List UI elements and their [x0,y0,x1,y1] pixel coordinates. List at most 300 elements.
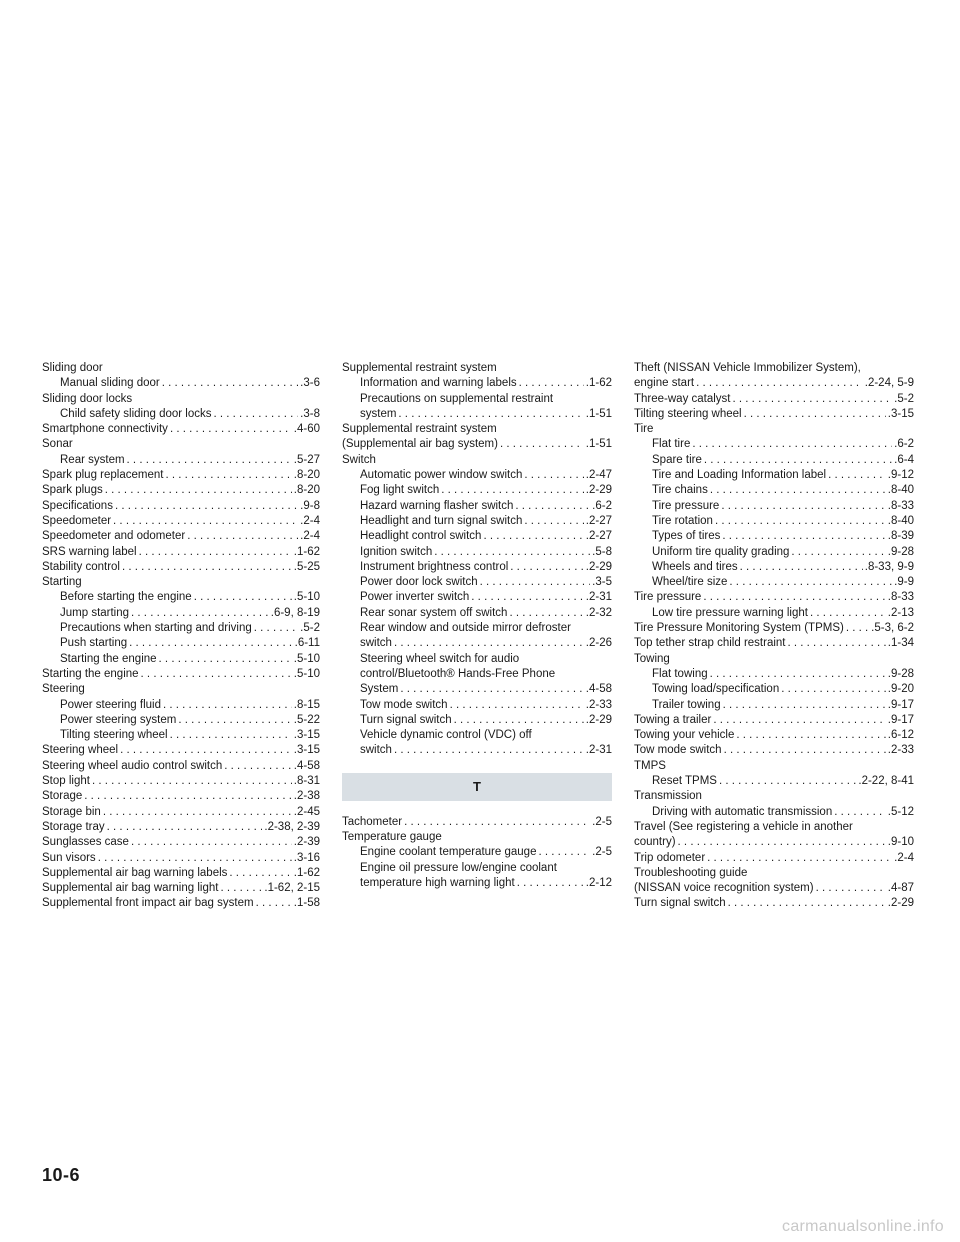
page-reference: .2-29 [585,560,612,573]
dot-leader [256,896,292,911]
entry-text: Hazard warning flasher switch [360,499,514,512]
index-subentry [342,560,612,575]
index-entry [634,713,914,728]
dot-leader [723,698,886,713]
entry-text: Before starting the engine [60,591,192,604]
page-reference: .2-27 [585,514,612,527]
entry-text: Turn signal switch [360,713,452,726]
index-column-2 [342,361,612,891]
index-entry [634,392,914,407]
dot-leader [704,453,892,468]
index-entry [42,805,320,820]
watermark: carmanualsonline.info [782,1218,944,1235]
entry-text: Rear sonar system off switch [360,606,508,619]
index-entry [634,851,914,866]
index-subentry [342,713,612,728]
entry-text: Reset TPMS [652,775,717,788]
entry-text: Spare tire [652,453,702,466]
dot-leader [162,376,298,391]
index-subentry [342,575,612,590]
dot-leader [187,529,298,544]
page-reference: .6-4 [894,453,914,466]
dot-leader [816,881,886,896]
index-subentry [42,652,320,667]
entry-text: Power inverter switch [360,591,470,604]
index-subentry [342,376,612,391]
entry-text: Tow mode switch [360,698,448,711]
dot-leader [721,499,885,514]
dot-leader [722,529,885,544]
entry-text: Transmission [634,790,702,803]
entry-text: control/Bluetooth® Hands-Free Phone [360,667,556,680]
entry-text: Sliding door [42,362,103,374]
page-reference: .8-33, 9-9 [864,560,914,573]
dot-leader [229,866,291,881]
page-reference: .1-62 [585,377,612,390]
entry-text: Tire [634,423,654,436]
page-reference: .6-2 [592,499,612,512]
index-subentry [42,698,320,713]
entry-text: Vehicle dynamic control (VDC) off [360,729,532,742]
entry-text: Headlight control switch [360,530,482,543]
page-reference: .5-22 [293,713,320,726]
dot-leader [84,789,292,804]
dot-leader [254,621,298,636]
index-entry [42,422,320,437]
page-reference: .4-58 [585,683,612,696]
index-subentry [342,698,612,713]
entry-text: Spark plug replacement [42,469,164,482]
entry-text: Uniform tire quality grading [652,545,790,558]
entry-text: Tire Pressure Monitoring System (TPMS) [634,622,844,635]
dot-leader [719,774,856,789]
index-entry [42,667,320,682]
entry-text: Precautions on supplemental restraint [360,392,554,405]
entry-text: Supplemental air bag warning labels [42,866,228,879]
index-entry [634,652,914,667]
entry-text: Headlight and turn signal switch [360,514,523,527]
entry-text: Towing a trailer [634,713,712,726]
page-reference: .8-15 [293,698,320,711]
index-subentry [342,499,612,514]
entry-text: Trip odometer [634,851,706,864]
entry-text: Rear window and outside mirror defroster [360,622,571,635]
entry-text: engine start [634,377,695,390]
page-reference: .1-62 [293,866,320,879]
index-subentry [634,774,914,789]
dot-leader [510,560,583,575]
index-entry [634,759,914,774]
index-entry [342,830,612,845]
page-reference: .3-15 [293,744,320,757]
index-subentry [634,453,914,468]
page-reference: .4-60 [293,423,320,436]
entry-text: Switch [342,453,376,466]
dot-leader [122,560,292,575]
page-reference: .8-40 [887,484,914,497]
page-reference: .8-33 [887,591,914,604]
page-reference: .2-29 [585,484,612,497]
dot-leader [98,851,292,866]
dot-leader [740,560,863,575]
entry-text: Theft (NISSAN Vehicle Immobilizer System), [634,362,861,374]
dot-leader [170,422,292,437]
index-entry [42,545,320,560]
page-reference: .8-20 [293,469,320,482]
page-reference: .5-10 [293,591,320,604]
page-reference: .9-12 [887,469,914,482]
dot-leader [131,606,269,621]
index-subentry [342,483,612,498]
dot-leader [517,876,584,891]
entry-text: Sunglasses case [42,836,129,849]
index-entry [42,851,320,866]
page-reference: .6-9, 8-19 [270,606,320,619]
page-reference: .2-31 [585,591,612,604]
entry-text: Engine oil pressure low/engine coolant [360,861,557,874]
index-entry [634,590,914,605]
page-reference: .5-8 [592,545,612,558]
entry-text: Steering wheel [42,744,119,757]
dot-leader [170,728,292,743]
entry-text: Troubleshooting guide [634,866,748,879]
page-reference: .1-51 [585,438,612,451]
index-entry [42,529,320,544]
index-entry [42,499,320,514]
index-entry [42,896,320,911]
page-reference: .3-16 [293,851,320,864]
index-entry [634,820,914,851]
dot-leader [810,606,886,621]
index-subentry [634,545,914,560]
index-entry [42,774,320,789]
page-reference: .2-22, 8-41 [858,775,914,788]
page-reference: .1-51 [585,407,612,420]
dot-leader [791,545,885,560]
page-reference: .2-13 [887,606,914,619]
entry-text: Low tire pressure warning light [652,606,808,619]
index-entry [42,437,320,452]
page-reference: .2-4 [300,514,320,527]
index-entry [342,361,612,376]
entry-text: Sliding door locks [42,392,133,405]
dot-leader [703,590,885,605]
page-reference: .6-2 [894,438,914,451]
dot-leader [724,743,886,758]
page-reference: .2-24, 5-9 [864,377,914,390]
index-subentry [634,514,914,529]
dot-leader [165,468,291,483]
page-reference: .3-15 [887,407,914,420]
dot-leader [733,392,893,407]
dot-leader [515,499,590,514]
entry-text: Supplemental front impact air bag system [42,897,254,910]
index-subentry [42,407,320,422]
entry-text: Automatic power window switch [360,469,523,482]
dot-leader [696,376,863,391]
index-subentry [42,621,320,636]
dot-leader [115,499,298,514]
dot-leader [828,468,886,483]
entry-text: Towing load/specification [652,683,780,696]
page-reference: .3-15 [293,729,320,742]
index-entry [42,789,320,804]
page-reference: .9-17 [887,698,914,711]
dot-leader [163,698,292,713]
index-entry [634,728,914,743]
dot-leader [788,636,886,651]
dot-leader [710,483,886,498]
entry-text: SRS warning label [42,545,137,558]
entry-text: System [360,683,399,696]
index-entry [42,881,320,896]
page-reference: .2-31 [585,744,612,757]
page-reference: .1-62, 2-15 [264,882,320,895]
entry-text: Push starting [60,637,128,650]
entry-text: Three-way catalyst [634,392,731,405]
page-reference: .8-31 [293,775,320,788]
entry-text: system [360,407,397,420]
page-reference: .6-12 [887,729,914,742]
entry-text: Tow mode switch [634,744,722,757]
entry-text: Starting the engine [60,652,157,665]
page-reference: .3-6 [300,377,320,390]
index-subentry [342,392,612,423]
entry-text: Starting [42,576,82,589]
index-subentry [42,606,320,621]
index-subentry [42,636,320,651]
dot-leader [678,835,886,850]
dot-leader [524,468,583,483]
index-entry [42,759,320,774]
page-reference: .2-33 [585,698,612,711]
entry-text: Temperature gauge [342,831,442,844]
index-entry [42,866,320,881]
index-subentry [42,728,320,743]
page-reference: .9-28 [887,667,914,680]
index-entry [342,422,612,453]
entry-text: switch [360,637,392,650]
index-subentry [342,545,612,560]
index-subentry [42,453,320,468]
index-subentry [342,514,612,529]
page-reference: .4-58 [293,759,320,772]
page-reference: .5-25 [293,560,320,573]
entry-text: Stability control [42,560,120,573]
dot-leader [178,713,291,728]
entry-text: Manual sliding door [60,377,160,390]
dot-leader [127,453,292,468]
page-reference: .2-29 [887,897,914,910]
index-column-1 [42,361,320,912]
entry-text: Towing [634,652,670,665]
entry-text: Speedometer and odometer [42,530,186,543]
entry-text: Power steering system [60,713,177,726]
index-subentry [634,805,914,820]
index-entry [42,820,320,835]
index-subentry [342,529,612,544]
index-entry [42,483,320,498]
dot-leader [434,545,590,560]
dot-leader [729,575,892,590]
entry-text: Sonar [42,438,73,451]
page-reference: .5-10 [293,652,320,665]
index-subentry [342,728,612,759]
page-reference: .2-5 [592,846,612,859]
entry-text: (NISSAN voice recognition system) [634,882,814,895]
dot-leader [715,514,886,529]
dot-leader [450,698,584,713]
entry-text: Steering [42,683,85,696]
index-entry [634,422,914,437]
dot-leader [834,805,886,820]
dot-leader [728,896,886,911]
page-reference: .2-38 [293,790,320,803]
dot-leader [92,774,292,789]
index-entry [634,621,914,636]
dot-leader [394,636,584,651]
index-entry [634,866,914,897]
entry-text: Information and warning labels [360,377,517,390]
dot-leader [441,483,584,498]
index-entry [634,896,914,911]
entry-text: Sun visors [42,851,96,864]
page-reference: .5-2 [300,622,320,635]
dot-leader [141,667,292,682]
page-reference: .5-12 [887,805,914,818]
entry-text: Steering wheel switch for audio [360,652,520,665]
index-subentry [342,652,612,698]
entry-text: Spark plugs [42,484,103,497]
index-entry [342,453,612,468]
index-subentry [634,437,914,452]
dot-leader [509,606,583,621]
entry-text: Ignition switch [360,545,433,558]
dot-leader [131,835,292,850]
index-subentry [42,590,320,605]
dot-leader [129,636,293,651]
entry-text: temperature high warning light [360,876,515,889]
dot-leader [139,545,292,560]
entry-text: Flat towing [652,667,708,680]
index-subentry [42,376,320,391]
entry-text: Steering wheel audio control switch [42,759,223,772]
index-entry [42,560,320,575]
entry-text: Wheel/tire size [652,576,728,589]
index-subentry [634,529,914,544]
page-reference: .1-62 [293,545,320,558]
entry-text: Stop light [42,775,90,788]
dot-leader [500,437,584,452]
index-subentry [342,621,612,652]
dot-leader [483,529,583,544]
page-reference: .5-10 [293,667,320,680]
index-entry [634,743,914,758]
entry-text: Precautions when starting and driving [60,622,252,635]
entry-text: Towing your vehicle [634,729,735,742]
dot-leader [113,514,298,529]
entry-text: Trailer towing [652,698,721,711]
index-entry [42,682,320,697]
dot-leader [220,881,262,896]
dot-leader [524,514,583,529]
dot-leader [538,845,590,860]
entry-text: Tire pressure [634,591,702,604]
entry-text: Tachometer [342,815,403,828]
entry-text: Storage tray [42,820,105,833]
page-reference: .2-39 [293,836,320,849]
dot-leader [744,407,886,422]
dot-leader [471,590,583,605]
dot-leader [707,851,892,866]
dot-leader [480,575,591,590]
page-reference: .5-3, 6-2 [871,622,914,635]
page-reference: .2-5 [592,815,612,828]
entry-text: Smartphone connectivity [42,423,168,436]
dot-leader [713,713,885,728]
index-entry [342,815,612,830]
page-reference: .2-26 [585,637,612,650]
entry-text: Fog light switch [360,484,440,497]
index-entry [634,636,914,651]
page-reference: .8-39 [887,530,914,543]
page-reference: .9-17 [887,713,914,726]
entry-text: Supplemental air bag warning light [42,882,219,895]
dot-leader [120,743,292,758]
index-entry [42,392,320,407]
page-reference: .4-87 [887,882,914,895]
dot-leader [394,743,584,758]
page-reference: .8-20 [293,484,320,497]
entry-text: Flat tire [652,438,691,451]
index-entry [42,743,320,758]
page-reference: .2-45 [293,805,320,818]
entry-text: Tilting steering wheel [634,407,742,420]
index-subentry [342,606,612,621]
index-entry [634,789,914,804]
dot-leader [224,759,292,774]
dot-leader [214,407,299,422]
dot-leader [400,682,583,697]
index-subentry [342,845,612,860]
entry-text: Types of tires [652,530,721,543]
page-reference: .9-8 [300,499,320,512]
dot-leader [781,682,886,697]
page-reference: .2-27 [585,530,612,543]
index-subentry [634,560,914,575]
entry-text: Starting the engine [42,667,139,680]
dot-leader [710,667,886,682]
entry-text: Power door lock switch [360,576,478,589]
entry-text: Tire and Loading Information label [652,469,827,482]
dot-leader [519,376,584,391]
page-reference: .9-9 [894,576,914,589]
index-column-3 [634,361,914,912]
index-subentry [342,590,612,605]
page-reference: .2-4 [894,851,914,864]
entry-text: country) [634,836,676,849]
index-subentry [342,861,612,892]
index-subentry [342,468,612,483]
index-entry [42,514,320,529]
entry-text: (Supplemental air bag system) [342,438,498,451]
entry-text: Child safety sliding door locks [60,407,212,420]
entry-text: Travel (See registering a vehicle in another [634,820,853,833]
index-subentry [634,667,914,682]
entry-text: Driving with automatic transmission [652,805,833,818]
entry-text: Speedometer [42,514,112,527]
page-reference: .6-11 [294,637,320,650]
